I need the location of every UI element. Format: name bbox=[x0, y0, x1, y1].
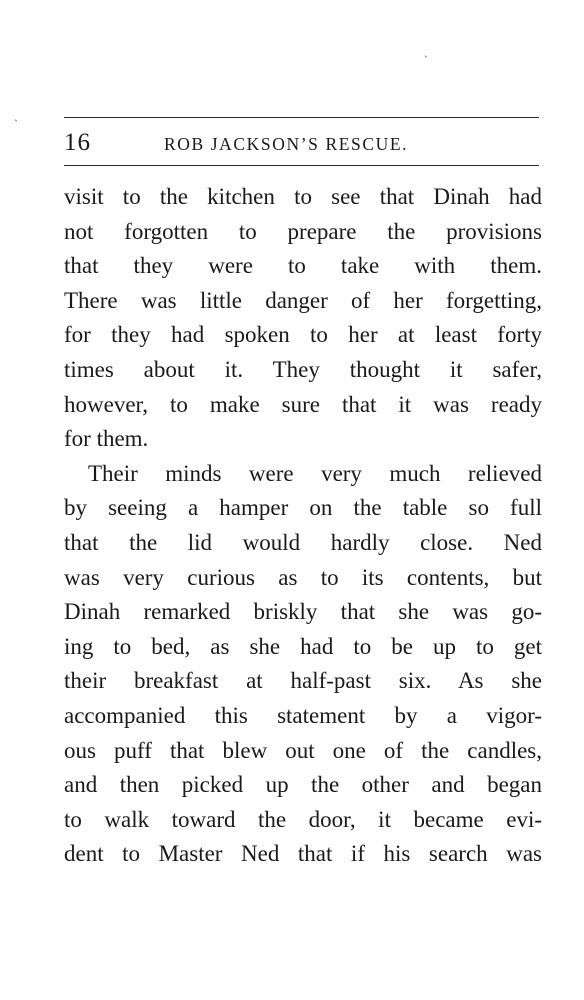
running-head: ROB JACKSON’S RESCUE. bbox=[164, 134, 409, 154]
text-line: ous puff that blew out one of the candles, bbox=[64, 737, 542, 763]
header-bottom-rule bbox=[64, 165, 539, 166]
body-text bbox=[64, 180, 542, 872]
text-line: times about it. They thought it safer, bbox=[64, 356, 542, 382]
text-line: ing to bed, as she had to be up to get bbox=[64, 633, 542, 659]
stray-mark: ˏ bbox=[14, 108, 18, 122]
text-line: dent to Master Ned that if his search was bbox=[64, 841, 542, 867]
text-line: accompanied this statement by a vigor- bbox=[64, 702, 542, 728]
text-line: that the lid would hardly close. Ned bbox=[64, 529, 542, 555]
text-line: Dinah remarked briskly that she was go- bbox=[64, 599, 542, 625]
text-line: their breakfast at half-past six. As she bbox=[64, 668, 542, 694]
page-number: 16 bbox=[64, 129, 91, 156]
page-header bbox=[64, 128, 539, 158]
text-line: however, to make sure that it was ready bbox=[64, 391, 542, 417]
paragraph-end-line: for them. bbox=[64, 426, 149, 452]
paragraph-start-line: Their minds were very much relieved bbox=[88, 460, 542, 486]
text-line: that they were to take with them. bbox=[64, 253, 542, 279]
text-line: was very curious as to its contents, but bbox=[64, 564, 542, 590]
text-line: for they had spoken to her at least forty bbox=[64, 322, 542, 348]
text-line: not forgotten to prepare the provisions bbox=[64, 218, 542, 244]
header-top-rule bbox=[64, 117, 539, 118]
text-line: There was little danger of her forgetting, bbox=[64, 287, 542, 313]
text-line: to walk toward the door, it became evi- bbox=[64, 806, 542, 832]
text-line: visit to the kitchen to see that Dinah had bbox=[64, 184, 542, 209]
text-line: and then picked up the other and began bbox=[64, 772, 542, 798]
stray-mark: ˎ bbox=[424, 44, 428, 58]
text-line: by seeing a hamper on the table so full bbox=[64, 495, 542, 521]
